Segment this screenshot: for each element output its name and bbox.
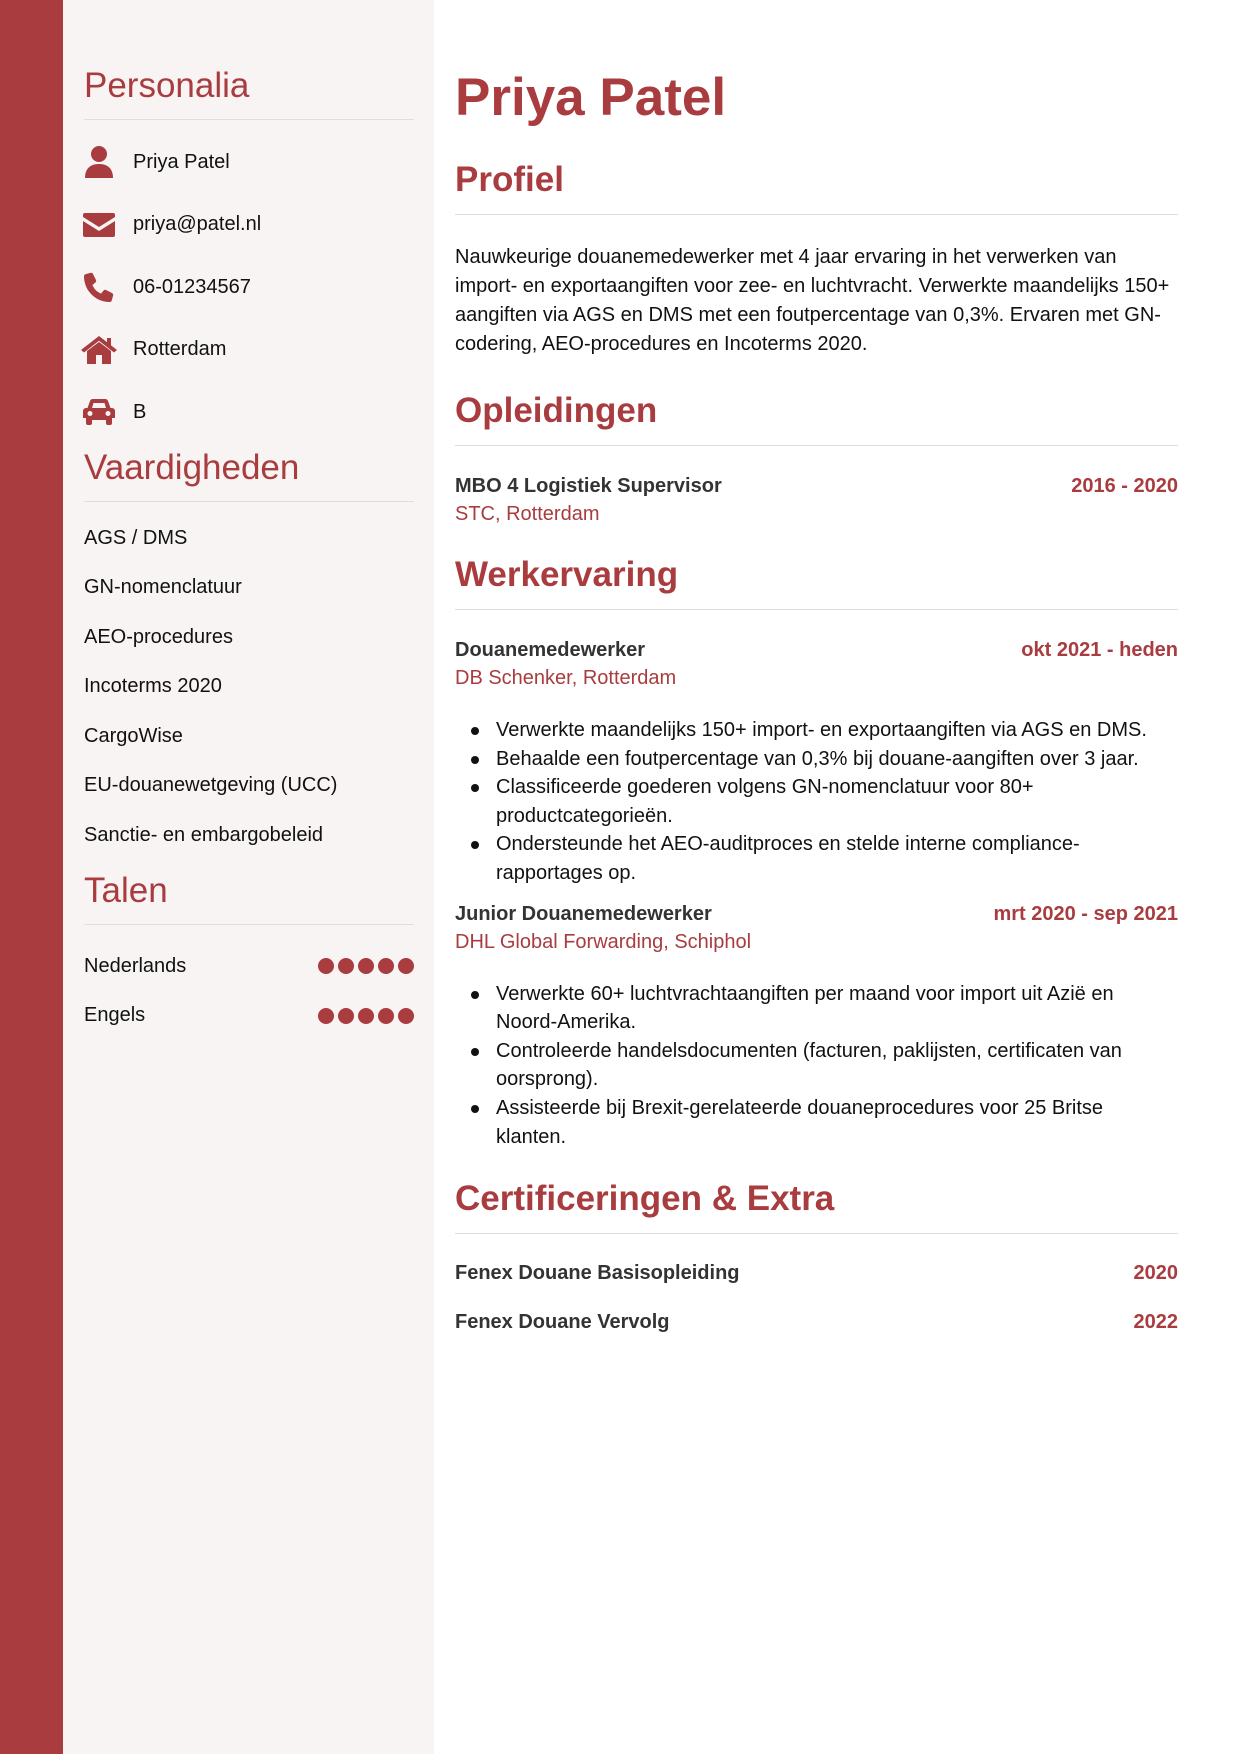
education-date: 2016 - 2020 (1071, 475, 1178, 497)
job-company: DHL Global Forwarding, Schiphol (455, 930, 752, 953)
contact-phone (84, 267, 414, 307)
contact-name (84, 142, 414, 182)
skills-list (84, 526, 414, 847)
level-dot (378, 958, 394, 974)
list-item: Ondersteunde het AEO-auditproces en stelde interne compliance-rapportages op. (455, 830, 1178, 887)
level-dot (378, 1008, 394, 1024)
job-date: okt 2021 - heden (1021, 639, 1178, 661)
divider (455, 214, 1178, 215)
education-degree: MBO 4 Logistiek Supervisor (455, 475, 722, 497)
experience-title: Werkervaring (455, 555, 679, 594)
phone-icon (81, 269, 117, 305)
education-title: Opleidingen (455, 391, 658, 430)
language-name: Nederlands (84, 954, 187, 977)
skill-item: CargoWise (84, 724, 183, 747)
envelope-icon (81, 207, 117, 243)
contact-email (84, 205, 414, 245)
languages-title: Talen (84, 871, 168, 910)
certification-year: 2022 (1133, 1311, 1178, 1334)
accent-bar (0, 0, 63, 1754)
personal-title: Personalia (84, 66, 250, 105)
level-dot (398, 1008, 414, 1024)
contact-list (84, 142, 414, 432)
list-item: Assisteerde bij Brexit-gerelateerde douaneprocedures voor 25 Britse klanten. (455, 1094, 1178, 1151)
job-bullets (455, 980, 1178, 1152)
level-dot (398, 958, 414, 974)
list-item: Verwerkte 60+ luchtvrachtaangiften per maand voor import uit Azië en Noord-Amerika. (455, 980, 1178, 1037)
language-row (84, 954, 414, 978)
list-item: Classificeerde goederen volgens GN-nomenclatuur voor 80+ productcategorieën. (455, 773, 1178, 830)
person-icon (81, 144, 117, 180)
certification-title: Fenex Douane Vervolg (455, 1311, 670, 1334)
contact-phone-value: 06-01234567 (133, 275, 251, 298)
experience-entry (455, 636, 1178, 888)
skills-title: Vaardigheden (84, 447, 300, 487)
job-bullets (455, 716, 1178, 888)
level-dot (358, 958, 374, 974)
list-item: Controleerde handelsdocumenten (facturen, paklijsten, certificaten van oorsprong). (455, 1037, 1178, 1094)
certifications-list (455, 1262, 1178, 1339)
language-level (318, 958, 414, 974)
education-entry (455, 472, 1178, 528)
certification-row (455, 1311, 1178, 1339)
language-level (318, 1008, 414, 1024)
divider (84, 924, 414, 925)
skill-item: Incoterms 2020 (84, 675, 222, 697)
car-icon (81, 394, 117, 430)
contact-name-value: Priya Patel (133, 150, 230, 173)
level-dot (358, 1008, 374, 1024)
level-dot (338, 958, 354, 974)
language-row (84, 1004, 414, 1028)
certification-year: 2020 (1133, 1262, 1178, 1285)
list-item: Verwerkte maandelijks 150+ import- en exportaangiften via AGS en DMS. (455, 716, 1178, 745)
level-dot (318, 958, 334, 974)
skill-item: EU-douanewetgeving (UCC) (84, 774, 338, 796)
experience-entry (455, 900, 1178, 1152)
divider (84, 119, 414, 120)
divider (455, 609, 1178, 610)
contact-license (84, 392, 414, 432)
certification-row (455, 1262, 1178, 1290)
skill-item: AEO-procedures (84, 625, 233, 648)
contact-license-value: B (133, 400, 147, 423)
skill-item: AGS / DMS (84, 526, 188, 549)
divider (84, 501, 414, 502)
education-school: STC, Rotterdam (455, 503, 600, 525)
main-content (434, 0, 1241, 1754)
divider (455, 1233, 1178, 1234)
list-item: Behaalde een foutpercentage van 0,3% bij douane-aangiften over 3 jaar. (455, 745, 1178, 774)
contact-email-value[interactable]: priya@patel.nl (133, 213, 262, 235)
contact-city (84, 330, 414, 370)
profile-title: Profiel (455, 160, 564, 199)
candidate-name: Priya Patel (455, 68, 727, 127)
divider (455, 445, 1178, 446)
skill-item: GN-nomenclatuur (84, 576, 242, 598)
job-title: Douanemedewerker (455, 639, 646, 661)
job-title: Junior Douanemedewerker (455, 902, 712, 925)
profile-text: Nauwkeurige douanemedewerker met 4 jaar ervaring in het verwerken van import- en exportaangiften voor zee- en luchtvracht. Verwerkte maandelijks 150+ aangiften via AGS en DMS met een foutpercentage van 0,3%. Ervaren met GN-codering, AEO-procedures en Incoterms 2020. (455, 246, 1170, 355)
language-name: Engels (84, 1004, 146, 1026)
languages-list (84, 954, 414, 1028)
skill-item: Sanctie- en embargobeleid (84, 823, 324, 846)
job-company: DB Schenker, Rotterdam (455, 667, 677, 689)
home-icon (81, 332, 117, 368)
sidebar (63, 0, 434, 1754)
job-date: mrt 2020 - sep 2021 (993, 902, 1178, 925)
level-dot (338, 1008, 354, 1024)
contact-city-value: Rotterdam (133, 338, 227, 360)
certification-title: Fenex Douane Basisopleiding (455, 1262, 740, 1285)
certifications-title: Certificeringen & Extra (455, 1179, 835, 1219)
level-dot (318, 1008, 334, 1024)
